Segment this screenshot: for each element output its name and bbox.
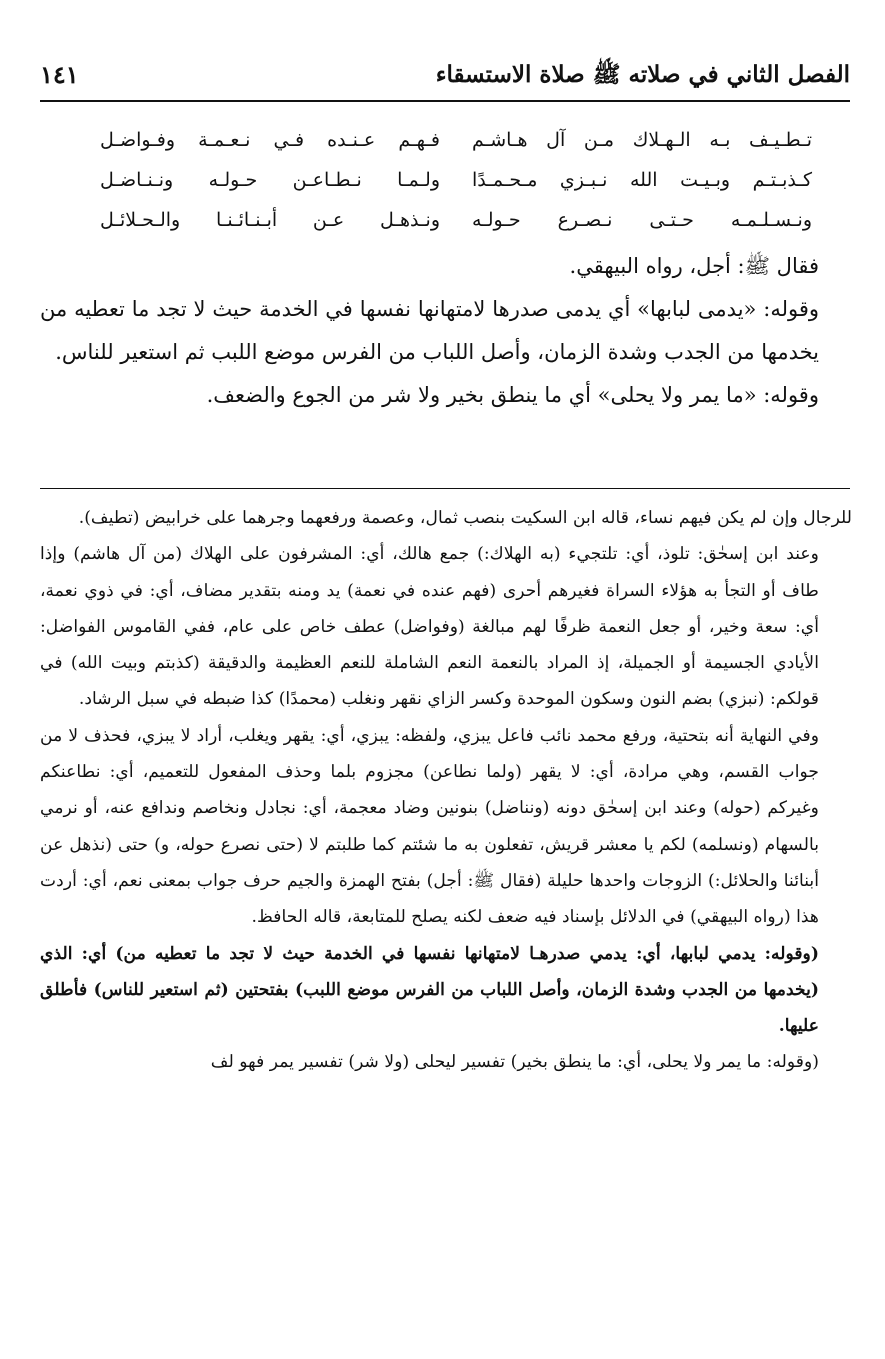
poem-verse [100,200,812,240]
main-paragraph: وقوله: «يدمى لبابها» أي يدمى صدرها لامتهانها نفسها في الخدمة حيث لا تجد ما تعطيه من يخدمها من الجدب وشدة الزمان، وأصل اللباب من الفرس موضع اللبب ثم استعير للناس. [40,297,819,364]
commentary-paragraph: وعند ابن إسحٰق: تلوذ، أي: تلتجيء (به الهلاك:) جمع هالك، أي: المشرفون على الهلاك (من آل هاشم) وإذا طاف أو التجأ به هؤلاء السراة فغيرهم أحرى (فهم عنده في نعمة) يد ومنه بتقدير مضاف، أي: في ذوي نعمة، أي: سعة وخير، أو جعل النعمة ظرفًا لهم مبالغة (وفواضل) عطف خاص على عام، ففي القاموس الفواضل: الأيادي الجسيمة أو الجميلة، إذ المراد بالنعمة النعم الشاملة للنعم العظيمة والدقيقة (كذبتم وبيت الله) في قولكم: (نبزي) بضم النون وسكون الموحدة وكسر الزاي نقهر ونغلب (محمدًا) كذا ضبطه في سبل الرشاد. [40,544,819,710]
main-paragraph: وقوله: «ما يمر ولا يحلى» أي ما ينطق بخير ولا شر من الجوع والضعف. [206,383,819,407]
main-paragraph: فقال ﷺ: أجل، رواه البيهقي. [569,254,819,278]
poem-verse [100,120,812,160]
main-text [40,245,852,417]
verse-first-hemistich: كـذبـتـم وبـيـت الله نـبـزي مـحـمـدًا [472,169,812,191]
verse-second-hemistich: ولـمـا نـطـاعـن حـولـه ونـنـاضـل [100,169,440,191]
page-header [40,55,850,99]
commentary-paragraph: وفي النهاية أنه بتحتية، ورفع محمد نائب فاعل يبزي، ولفظه: يبزي، أي: يقهر ويغلب، أراد لا يبزي، فحذف لا من جواب القسم، وهي مرادة، أي: لا يقهر (ولما نطاعن) مجزوم بلما وحذف المفعول للتعميم، أي: نطاعنكم وغيركم (حوله) وعند ابن إسحٰق دونه (ونناضل) بنونين وضاد معجمة، أي: نجادل ونخاصم وندافع عنه، أو نرمي بالسهام (ونسلمه) لكم يا معشر قريش، تفعلون به ما شئتم كما طلبتم لا (حتى نصرع حوله، و) حتى (نذهل عن أبنائنا والحلائل:) الزوجات واحدها حليلة (فقال ﷺ: أجل) بفتح الهمزة والجيم حرف جواب بمعنى نعم، أي: أردت هذا (رواه البيهقي) في الدلائل بإسناد فيه ضعف لكنه يصلح للمتابعة، قاله الحافظ. [40,725,819,928]
commentary [40,500,852,1081]
poem [100,120,812,240]
verse-first-hemistich: تـطـيـف بـه الـهـلاك مـن آل هـاشـم [472,129,812,151]
commentary-paragraph: (وقوله: يدمي لبابها، أي: يدمي صدرهـا لامتهانها نفسها في الخدمة حيث لا تجد ما تعطيه من) أي: الذي (يخدمها من الجدب وشدة الزمان، وأصل اللباب من الفرس موضع اللبب) بفتحتين (ثم استعير للناس) فأطلق عليها. [40,943,819,1037]
running-title: الفصل الثاني في صلاته ﷺ صلاة الاستسقاء [435,61,850,88]
poem-verse [100,160,812,200]
verse-second-hemistich: فـهـم عـنـده فـي نـعـمـة وفـواضـل [100,129,440,151]
header-divider [40,100,850,102]
commentary-paragraph: (وقوله: ما يمر ولا يحلى، أي: ما ينطق بخير) تفسير ليحلى (ولا شر) تفسير يمر فهو لف [210,1052,819,1073]
verse-first-hemistich: ونـسـلـمـه حـتـى نـصـرع حـولـه [472,209,812,231]
commentary-paragraph: للرجال وإن لم يكن فيهم نساء، قاله ابن السكيت بنصب ثمال، وعصمة ورفعهما وجرهما على خرابيض (تطيف). [78,508,852,528]
page-number: ١٤١ [40,60,79,89]
footnote-divider [40,488,850,489]
verse-second-hemistich: ونـذهـل عـن أبـنـائـنـا والـحـلائـل [100,209,440,231]
